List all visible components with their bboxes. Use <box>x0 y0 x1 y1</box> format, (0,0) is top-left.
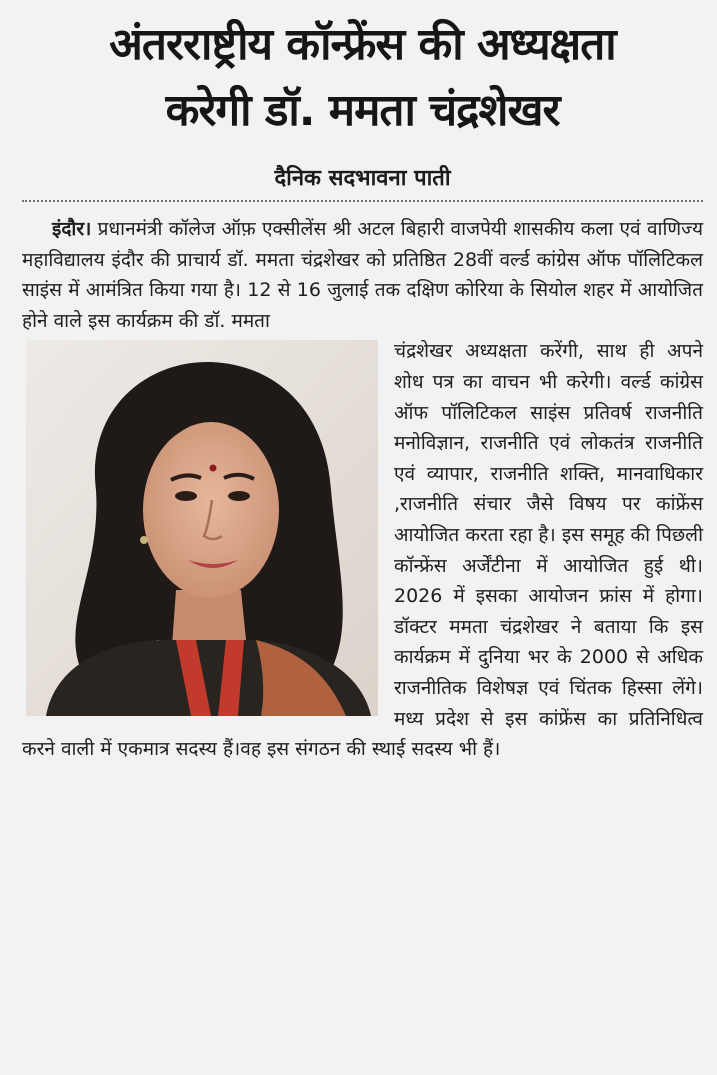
source-name: दैनिक सदभावना पाती <box>274 166 451 191</box>
article-body-text: चंद्रशेखर अध्यक्षता करेंगी, साथ ही अपने शोध पत्र का वाचन भी करेगी। वर्ल्ड कांग्रेस ऑफ पॉलिटिकल साइंस प्रतिवर्ष राजनीति मनोविज्ञान, राजनीति एवं लोकतंत्र राजनीति एवं व्यापार, राजनीति शक्ति, मानवाधिकार ,राजनीति संचार जैसे विषय पर कांफ्रेंस आयोजित करता रहा है। इस समूह की पिछली कॉन्फ्रेंस अर्जेंटीना में आयोजित हुई थी। 2026 में इसका आयोजन फ्रांस में होगा। डॉक्टर ममता चंद्रशेखर ने बताया कि इस कार्यक्रम में दुनिया भर के 2000 से अधिक राजनीतिक विशेषज्ञ एवं चिंतक हिस्सा लेंगे। मध्य प्रदेश से इस कांफ्रेंस का प्रतिनिधित्व करने वाली में एकमात्र सदस्य हैं।वह इस संगठन की स्थाई सदस्य भी हैं। <box>22 340 703 761</box>
article-body <box>22 214 703 765</box>
headline-line-2: करेगी डॉ. ममता चंद्रशेखर <box>165 85 560 136</box>
dateline: इंदौर। <box>52 218 92 240</box>
portrait-photo <box>26 340 378 716</box>
headline <box>22 12 703 144</box>
portrait-illustration <box>26 340 378 716</box>
headline-line-1: अंतरराष्ट्रीय कॉन्फ्रेंस की अध्यक्षता <box>109 19 616 70</box>
article-lead-paragraph <box>22 214 703 336</box>
dotted-divider <box>22 200 703 202</box>
article-lead-text: प्रधानमंत्री कॉलेज ऑफ़ एक्सीलेंस श्री अटल बिहारी वाजपेयी शासकीय कला एवं वाणिज्य महाविद्यालय इंदौर की प्राचार्य डॉ. ममता चंद्रशेखर को प्रतिष्ठित 28वीं वर्ल्ड कांग्रेस ऑफ पॉलिटिकल साइंस में आमंत्रित किया गया है। 12 से 16 जुलाई तक दक्षिण कोरिया के सियोल शहर में आयोजित होने वाले इस कार्यक्रम की डॉ. ममता <box>22 218 703 332</box>
